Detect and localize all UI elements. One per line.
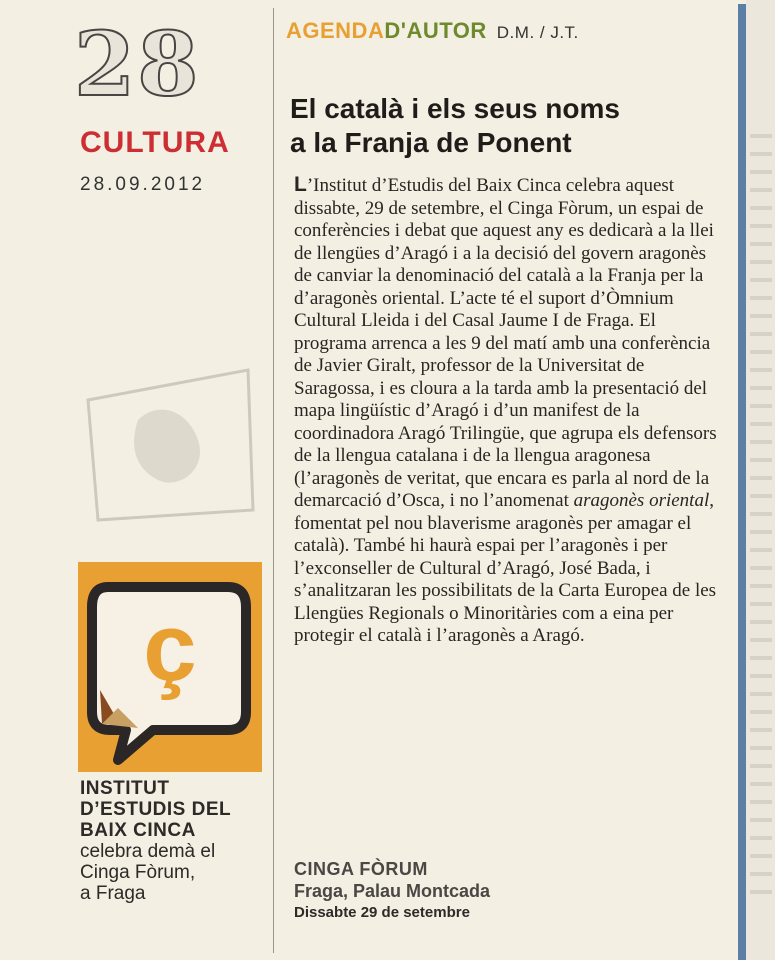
caption-bold-line: INSTITUT	[80, 778, 170, 799]
headline-line: a la Franja de Ponent	[290, 127, 572, 158]
event-info	[294, 858, 714, 924]
kicker-autor: D'AUTOR	[384, 18, 487, 43]
kicker-agenda: AGENDA	[286, 18, 385, 43]
caption-line: a Fraga	[80, 883, 146, 904]
issue-date: 28.09.2012	[80, 174, 206, 195]
caption-bold-line: D’ESTUDIS DEL	[80, 799, 232, 820]
body-italic-phrase: aragonès oriental	[573, 490, 710, 511]
faded-illustration	[78, 360, 263, 530]
article-column	[286, 0, 726, 960]
institute-logo	[78, 562, 262, 772]
headline	[290, 92, 710, 160]
speech-bubble-icon	[78, 562, 262, 772]
logo-caption	[80, 778, 260, 904]
section-title: CULTURA	[80, 126, 230, 159]
article-body	[294, 174, 726, 648]
byline-authors: D.M. / J.T.	[496, 23, 579, 42]
event-place: Fraga, Palau Montcada	[294, 881, 491, 901]
logo-letter: ç	[143, 594, 197, 701]
event-name: CINGA FÒRUM	[294, 859, 428, 879]
event-date: Dissabte 29 de setembre	[294, 904, 470, 921]
body-text-part: , fomentat pel nou blaverisme aragonès per amagar el català). També hi haurà espai per l’aragonès i per l’exconseller de Cultural d’Aragó, José Bada, i s’analitzaran les possibilitats de la Carta Europea de les Llengües Regionals o Minoritàries com a eina per protegir el català i l’aragonès a Aragó.	[294, 490, 717, 646]
caption-line: celebra demà el	[80, 841, 216, 862]
headline-line: El català i els seus noms	[290, 93, 620, 124]
column-kicker	[286, 16, 579, 48]
body-text-part: ’Institut d’Estudis del Baix Cinca celebra aquest dissabte, 29 de setembre, el Cinga Fòrum, un espai de conferències i debat que aquest any es dedicarà a la llei de llengües d’Aragó i a la decisió del govern aragonès de canviar la denominació del català a la Franja per la d’aragonès oriental. L’acte té el suport d’Òmnium Cultural Lleida i del Casal Jaume I de Fraga. El programa arrenca a les 9 del matí amb una conferència de Javier Giralt, professor de la Universitat de Saragossa, i es cloura a la tarda amb la presentació del mapa lingüístic d’Aragó i d’un manifest de la coordinadora Aragó Trilingüe, que agrupa els defensors de la llengua catalana i de la llengua aragonesa (l’aragonès de veritat, que encara es parla al nord de la demarcació d’Osca, i no l’anomenat	[294, 175, 717, 511]
initial-letter: L	[294, 173, 307, 196]
page-number: 28	[74, 12, 201, 116]
caption-line: Cinga Fòrum,	[80, 862, 196, 883]
edge-color-bar	[738, 4, 746, 960]
adjacent-page-text-lines	[750, 120, 772, 900]
column-divider	[273, 8, 274, 953]
caption-bold-line: BAIX CINCA	[80, 820, 196, 841]
left-column	[0, 0, 270, 960]
